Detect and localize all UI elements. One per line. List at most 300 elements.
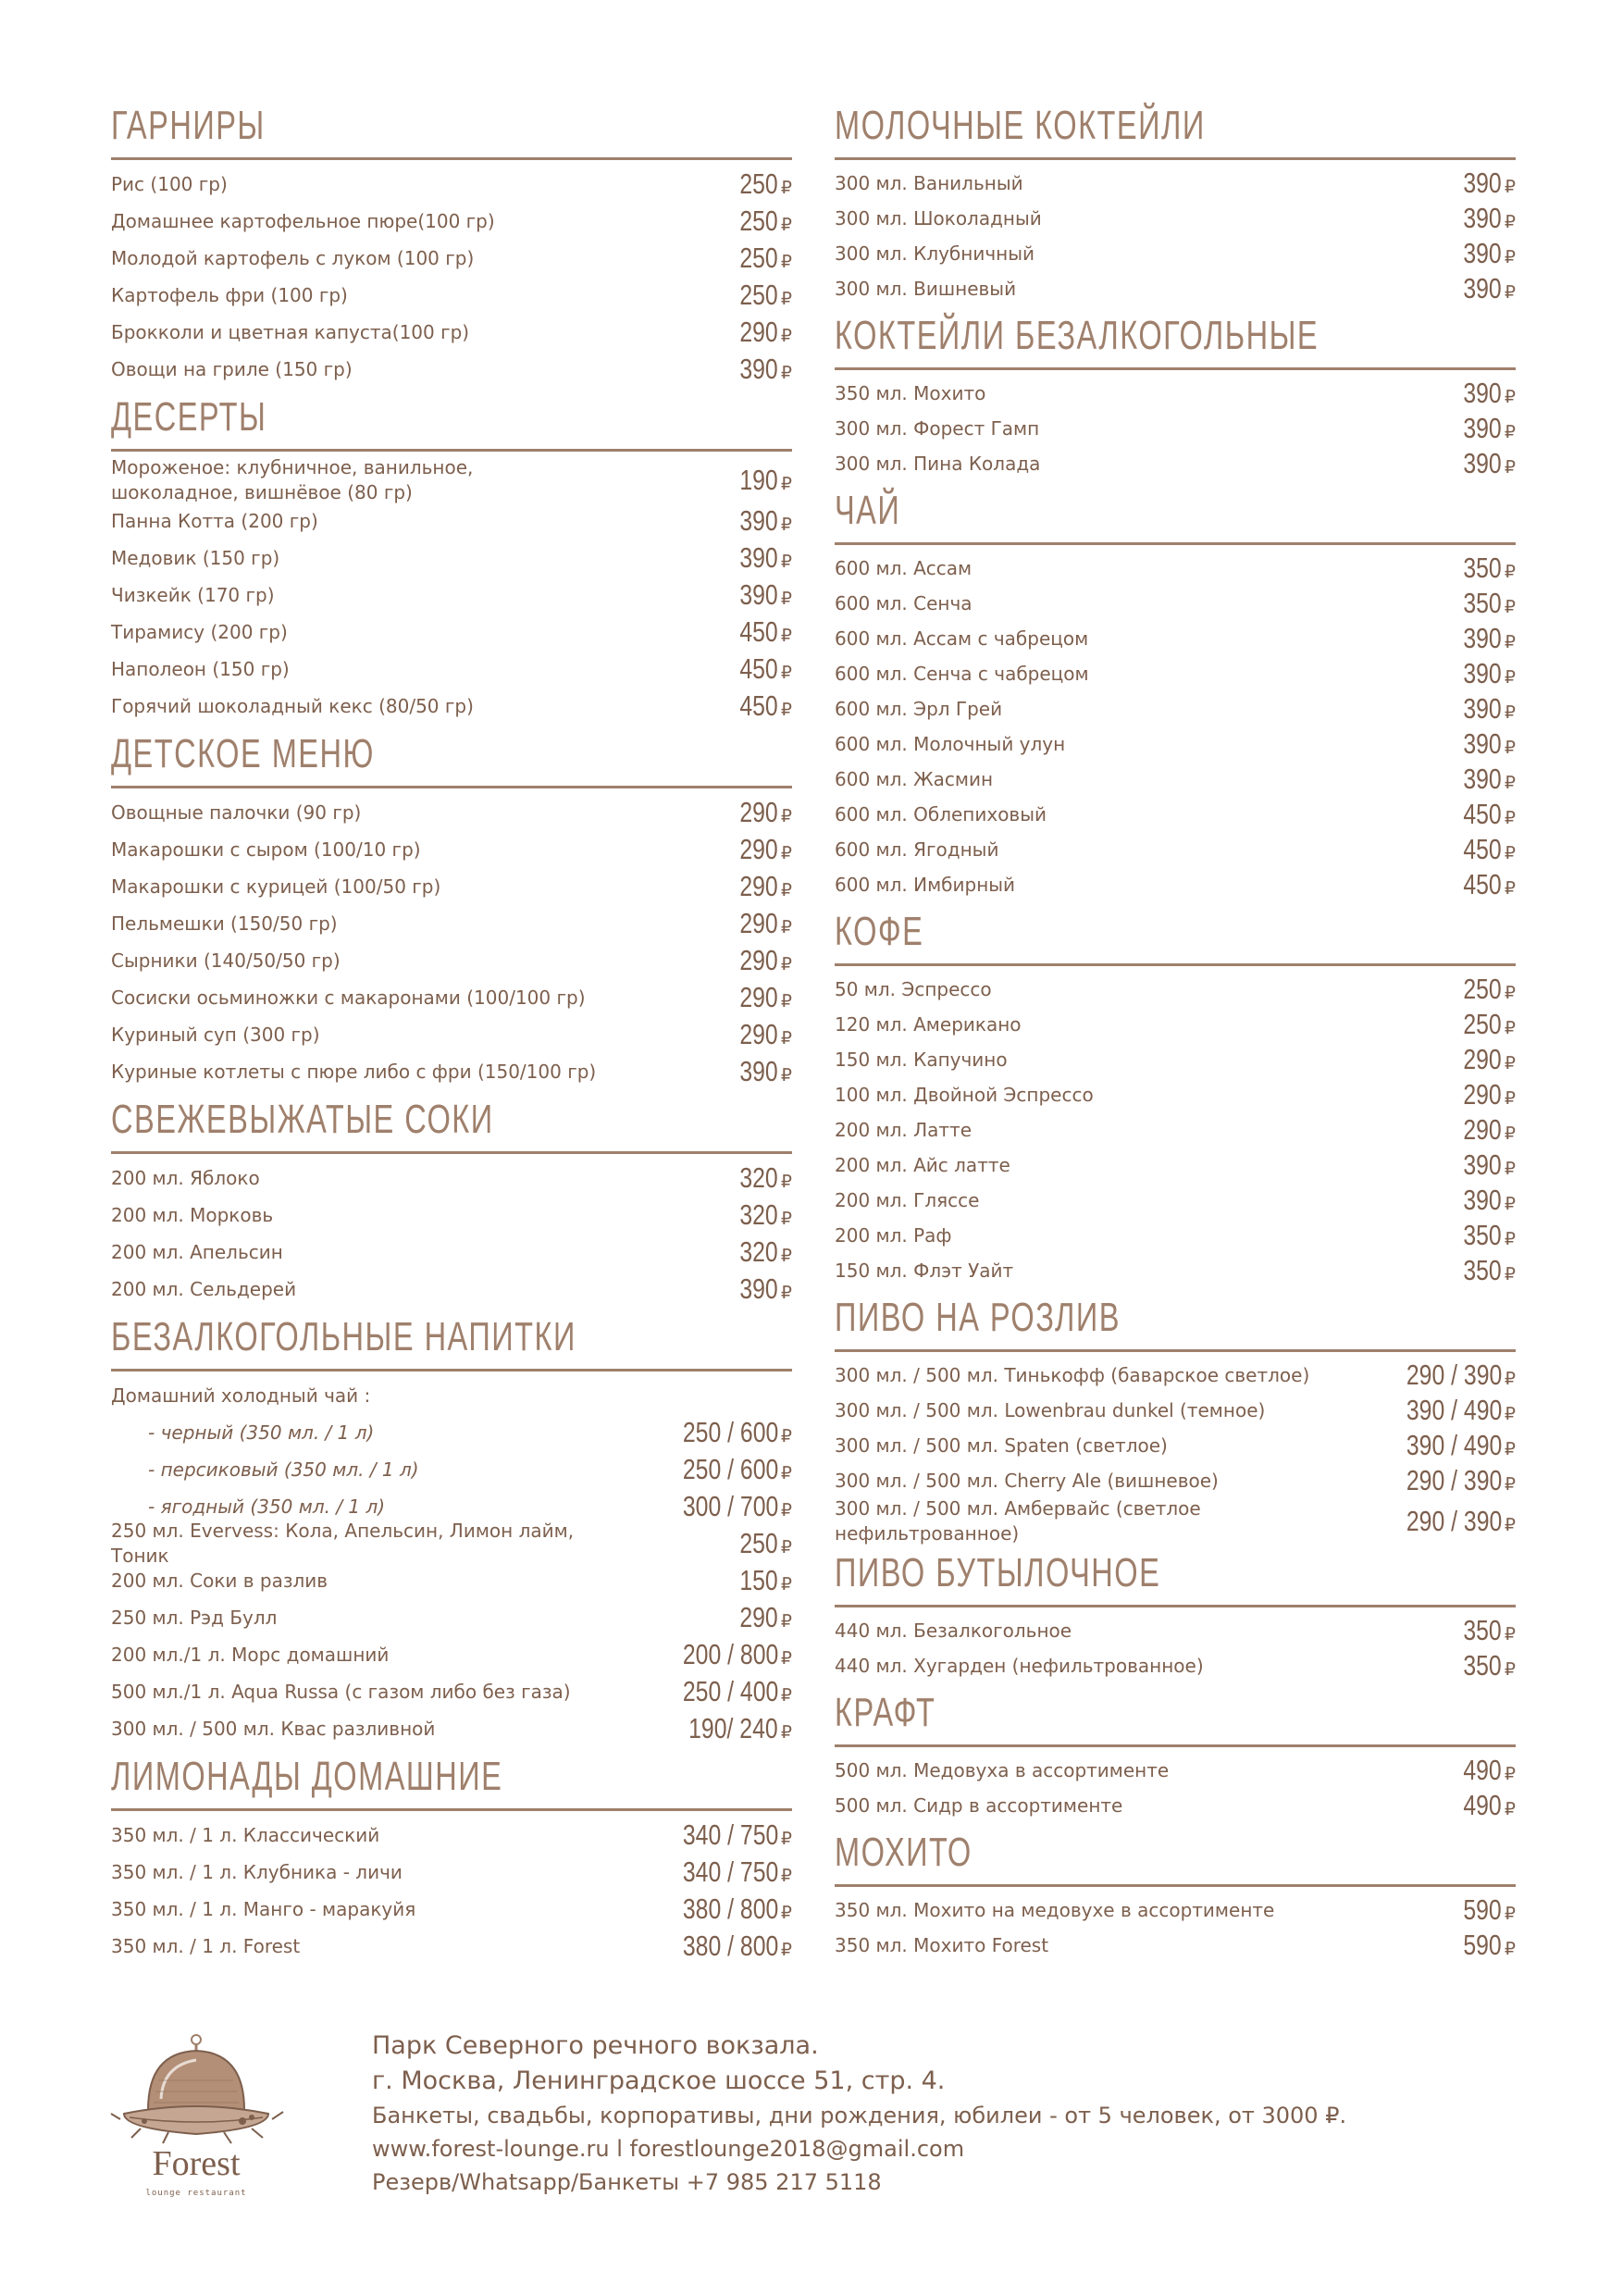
menu-item [111, 1854, 792, 1891]
item-name: 350 мл. / 1 л. Манго - маракуйя [111, 1897, 416, 1920]
item-price [1454, 1789, 1516, 1822]
price-value: 250 / 400 [682, 1675, 778, 1707]
menu-item [111, 503, 792, 540]
ruble-sign: ₽ [780, 1649, 792, 1669]
item-price [659, 1818, 792, 1852]
menu-item [835, 972, 1516, 1007]
item-name: Наполеон (150 гр) [111, 657, 290, 680]
ruble-sign: ₽ [1504, 1625, 1516, 1644]
item-name: Макарошки с сыром (100/10 гр) [111, 838, 421, 861]
item-name: Чизкейк (170 гр) [111, 583, 275, 606]
item-price [1454, 1219, 1516, 1252]
item-name: Брокколи и цветная капуста(100 гр) [111, 320, 470, 343]
item-name: 200 мл. Соки в разлив [111, 1569, 328, 1592]
item-price [730, 279, 792, 312]
menu-item [111, 942, 792, 979]
item-price [1454, 763, 1516, 796]
price-value: 290 [1463, 1043, 1502, 1075]
ruble-sign: ₽ [780, 1538, 792, 1558]
item-name: Медовик (150 гр) [111, 546, 280, 569]
menu-item [835, 166, 1516, 201]
item-price [1454, 1078, 1516, 1111]
price-value: 390 [1463, 167, 1502, 199]
menu-item [111, 203, 792, 240]
item-name: Домашнее картофельное пюре(100 гр) [111, 209, 495, 232]
item-price [730, 796, 792, 829]
ruble-sign: ₽ [1504, 984, 1516, 1003]
item-price [730, 1055, 792, 1088]
section-title: КРАФТ [835, 1690, 936, 1735]
section-title: ПИВО НА РОЗЛИВ [835, 1295, 1121, 1340]
item-name: 600 мл. Сенча [835, 591, 973, 614]
item-price [1454, 1113, 1516, 1147]
ruble-sign: ₽ [780, 1867, 792, 1886]
menu-item [111, 905, 792, 942]
ruble-sign: ₽ [1504, 178, 1516, 197]
price-value: 290 [739, 870, 778, 902]
section-right-3 [835, 910, 1516, 1296]
section-divider [835, 1884, 1516, 1887]
menu-item [835, 1183, 1516, 1218]
section-left-4 [111, 1315, 792, 1755]
ruble-sign: ₽ [780, 590, 792, 609]
menu-item [835, 1007, 1516, 1042]
section-left-0 [111, 104, 792, 395]
ruble-sign: ₽ [780, 701, 792, 720]
address-line-2: г. Москва, Ленинградское шоссе 51, стр. 4. [372, 2066, 946, 2095]
item-name: 350 мл. / 1 л. Forest [111, 1934, 301, 1957]
menu-item [111, 1271, 792, 1308]
item-price [730, 242, 792, 275]
item-price [1454, 1008, 1516, 1041]
menu-item [835, 1112, 1516, 1148]
item-price [730, 689, 792, 723]
item-name: - ягодный (350 мл. / 1 л) [148, 1495, 386, 1518]
ruble-sign: ₽ [1504, 1440, 1516, 1459]
menu-item [111, 540, 792, 577]
logo-wordmark: Forest [152, 2144, 241, 2183]
item-name: 250 мл. Рэд Булл [111, 1606, 278, 1629]
price-value: 290 [739, 833, 778, 865]
item-price [1382, 1464, 1516, 1497]
menu-item [835, 1893, 1516, 1928]
item-name: 200 мл. Апельсин [111, 1240, 283, 1263]
ruble-sign: ₽ [1504, 1124, 1516, 1144]
item-name: Рис (100 гр) [111, 172, 228, 195]
menu-item [111, 240, 792, 277]
menu-item [835, 271, 1516, 306]
menu-item [111, 979, 792, 1016]
item-price [730, 1235, 792, 1269]
menu-item [111, 1053, 792, 1090]
price-value: 390 [739, 1055, 778, 1087]
item-price [1454, 692, 1516, 726]
item-name: 300 мл. / 500 мл. Тинькофф (баварское светлое) [835, 1363, 1310, 1386]
menu-item [111, 577, 792, 614]
section-left-2 [111, 732, 792, 1098]
item-name: 600 мл. Имбирный [835, 873, 1016, 896]
item-price [1454, 1893, 1516, 1927]
item-name: 200 мл. Яблоко [111, 1166, 260, 1189]
item-name: 600 мл. Жасмин [835, 767, 994, 790]
item-price [730, 1601, 792, 1634]
price-value: 290 [1463, 1113, 1502, 1146]
banquets-line: Банкеты, свадьбы, корпоративы, дни рождения, юбилеи - от 5 человек, от 3000 ₽. [372, 2103, 1347, 2128]
menu-column-right [835, 104, 1516, 1970]
item-price [1454, 1614, 1516, 1647]
ruble-sign: ₽ [1504, 809, 1516, 828]
menu-item [835, 762, 1516, 797]
item-name: Сырники (140/50/50 гр) [111, 949, 341, 972]
section-right-5 [835, 1551, 1516, 1691]
price-value: 390 / 490 [1406, 1394, 1502, 1426]
ruble-sign: ₽ [1504, 879, 1516, 899]
item-price [1454, 868, 1516, 901]
item-name: Овощные палочки (90 гр) [111, 800, 362, 824]
price-value: 390 [739, 541, 778, 574]
menu-item [111, 614, 792, 651]
item-name: 600 мл. Молочный улун [835, 732, 1066, 755]
address-line-1: Парк Северного речного вокзала. [372, 2031, 819, 2060]
ruble-sign: ₽ [780, 664, 792, 683]
item-name: Горячий шоколадный кекс (80/50 гр) [111, 694, 474, 717]
section-title: СВЕЖЕВЫЖАТЫЕ СОКИ [111, 1097, 494, 1142]
item-name: 200 мл. Раф [835, 1223, 952, 1247]
item-name: 200 мл. Латте [835, 1118, 973, 1141]
item-name: 50 мл. Эспрессо [835, 977, 992, 1000]
item-price [1454, 447, 1516, 480]
ruble-sign: ₽ [780, 1066, 792, 1086]
ruble-sign: ₽ [780, 1284, 792, 1303]
ruble-sign: ₽ [780, 179, 792, 198]
item-name: Домашний холодный чай : [111, 1384, 371, 1407]
ruble-sign: ₽ [780, 918, 792, 937]
price-value: 250 [739, 168, 778, 200]
item-name: 350 мл. Мохито [835, 381, 986, 404]
ruble-sign: ₽ [1504, 388, 1516, 407]
menu-item [111, 1817, 792, 1854]
price-value: 200 / 800 [682, 1638, 778, 1670]
menu-item [835, 1753, 1516, 1788]
item-price [1454, 973, 1516, 1006]
item-name: 300 мл. Клубничный [835, 242, 1035, 265]
forest-logo [104, 2025, 289, 2210]
item-price [730, 541, 792, 575]
price-value: 390 [739, 1272, 778, 1305]
price-value: 380 / 800 [682, 1893, 778, 1925]
section-right-4 [835, 1296, 1516, 1551]
item-name: 150 мл. Флэт Уайт [835, 1259, 1014, 1282]
item-name: 200 мл. Айс латте [835, 1153, 1010, 1176]
phone-link[interactable]: Резерв/Whatsapp/Банкеты +7 985 217 5118 [372, 2169, 882, 2195]
price-value: 390 [1463, 272, 1502, 304]
price-value: 490 [1463, 1789, 1502, 1821]
price-value: 290 [739, 907, 778, 939]
ruble-sign: ₽ [780, 327, 792, 346]
ruble-sign: ₽ [780, 1210, 792, 1229]
item-name: 250 мл. Evervess: Кола, Апельсин, Лимон лайм, Тоник [111, 1520, 575, 1567]
menu-item [835, 1358, 1516, 1393]
section-title: КОКТЕЙЛИ БЕЗАЛКОГОЛЬНЫЕ [835, 313, 1319, 358]
section-divider [111, 157, 792, 160]
item-name: 600 мл. Эрл Грей [835, 697, 1003, 720]
menu-item [111, 1599, 792, 1636]
section-divider [111, 1151, 792, 1154]
item-price [730, 944, 792, 977]
item-price [1454, 1649, 1516, 1682]
price-value: 250 [1463, 1008, 1502, 1040]
price-value: 350 [1463, 587, 1502, 619]
item-name: 300 мл. Пина Колада [835, 452, 1041, 475]
menu-item [111, 1673, 792, 1710]
section-divider [111, 449, 792, 452]
item-price [666, 1712, 792, 1745]
ruble-sign: ₽ [780, 1575, 792, 1595]
section-divider [835, 963, 1516, 966]
footer [0, 2016, 1623, 2219]
item-price [1454, 833, 1516, 866]
price-value: 290 [739, 796, 778, 828]
menu-item [835, 1218, 1516, 1253]
menu-item [835, 832, 1516, 867]
item-price [730, 870, 792, 903]
item-name: 600 мл. Ассам [835, 556, 973, 579]
menu-item [111, 1451, 792, 1488]
item-price [730, 1564, 792, 1597]
menu-item [111, 688, 792, 725]
price-value: 390 [1463, 657, 1502, 689]
ruble-sign: ₽ [1504, 1265, 1516, 1285]
menu-item [835, 1498, 1516, 1544]
section-divider [111, 1808, 792, 1811]
item-price [730, 168, 792, 201]
menu-item [835, 1253, 1516, 1288]
section-title: ГАРНИРЫ [111, 103, 266, 148]
section-title: ПИВО БУТЫЛОЧНОЕ [835, 1550, 1161, 1595]
item-price [1454, 1043, 1516, 1076]
menu-item [835, 376, 1516, 411]
menu-item [835, 1613, 1516, 1648]
ruble-sign: ₽ [1504, 423, 1516, 442]
item-price [1382, 1429, 1516, 1462]
ruble-sign: ₽ [1504, 1660, 1516, 1680]
section-title: ЛИМОНАДЫ ДОМАШНИЕ [111, 1754, 503, 1799]
ruble-sign: ₽ [1504, 1515, 1516, 1535]
section-title: ДЕТСКОЕ МЕНЮ [111, 731, 375, 776]
price-value: 320 [739, 1235, 778, 1268]
price-value: 350 [1463, 552, 1502, 584]
ruble-sign: ₽ [1504, 633, 1516, 652]
item-price [730, 652, 792, 686]
item-price [730, 504, 792, 538]
ruble-sign: ₽ [1504, 1160, 1516, 1179]
menu-item [111, 277, 792, 314]
item-price [659, 1416, 792, 1449]
item-name: 200 мл. Гляссе [835, 1188, 980, 1211]
price-value: 290 [739, 1018, 778, 1050]
price-value: 390 [1463, 1184, 1502, 1216]
menu-item [835, 797, 1516, 832]
section-title: БЕЗАЛКОГОЛЬНЫЕ НАПИТКИ [111, 1314, 576, 1359]
price-value: 450 [1463, 868, 1502, 900]
item-name: 350 мл. / 1 л. Классический [111, 1823, 380, 1846]
price-value: 390 [1463, 377, 1502, 409]
ruble-sign: ₽ [780, 1427, 792, 1446]
ruble-sign: ₽ [780, 992, 792, 1011]
item-name: Куриный суп (300 гр) [111, 1023, 320, 1046]
item-price [1382, 1505, 1516, 1538]
menu-item [835, 236, 1516, 271]
item-price [1454, 237, 1516, 270]
item-price [730, 1198, 792, 1232]
ruble-sign: ₽ [780, 290, 792, 309]
item-name: Сосиски осьминожки с макаронами (100/100 гр) [111, 986, 586, 1009]
menu-item [835, 1077, 1516, 1112]
ruble-sign: ₽ [780, 1612, 792, 1632]
item-name: 500 мл. Сидр в ассортименте [835, 1793, 1123, 1817]
ruble-sign: ₽ [780, 1686, 792, 1706]
price-value: 250 / 600 [682, 1416, 778, 1448]
item-price [1454, 552, 1516, 585]
item-name: 500 мл. Медовуха в ассортименте [835, 1758, 1170, 1781]
price-value: 290 [739, 1601, 778, 1633]
menu-item [111, 1160, 792, 1197]
menu-item [111, 1636, 792, 1673]
ruble-sign: ₽ [780, 474, 792, 494]
menu-item [111, 166, 792, 203]
ruble-sign: ₽ [1504, 668, 1516, 688]
price-value: 450 [739, 652, 778, 685]
ruble-sign: ₽ [780, 515, 792, 535]
item-name: Куриные котлеты с пюре либо с фри (150/100 гр) [111, 1060, 597, 1083]
item-name: 350 мл. Мохито на медовухе в ассортименте [835, 1898, 1275, 1921]
price-value: 390 [739, 504, 778, 537]
item-name: 300 мл. Форест Гамп [835, 416, 1040, 440]
price-value: 250 [1463, 973, 1502, 1005]
item-name: 150 мл. Капучино [835, 1048, 1008, 1071]
item-price [1454, 167, 1516, 200]
price-value: 340 / 750 [682, 1818, 778, 1851]
item-name: Картофель фри (100 гр) [111, 283, 348, 306]
ruble-sign: ₽ [1504, 248, 1516, 267]
item-price [1454, 1929, 1516, 1962]
price-value: 390 [1463, 727, 1502, 760]
price-value: 390 [1463, 237, 1502, 269]
price-value: 390 [1463, 763, 1502, 795]
section-right-7 [835, 1831, 1516, 1970]
ruble-sign: ₽ [1504, 1370, 1516, 1389]
section-title: ДЕСЕРТЫ [111, 394, 267, 440]
item-price [730, 1272, 792, 1306]
item-name: Пельмешки (150/50 гр) [111, 912, 338, 935]
ruble-sign: ₽ [1504, 1940, 1516, 1959]
item-price [1454, 272, 1516, 305]
item-name: 300 мл. / 500 мл. Spaten (светлое) [835, 1433, 1168, 1457]
menu-item [835, 726, 1516, 762]
ruble-sign: ₽ [780, 627, 792, 646]
price-value: 450 [1463, 833, 1502, 865]
menu-item [111, 351, 792, 388]
price-value: 390 [739, 578, 778, 611]
ruble-sign: ₽ [1504, 213, 1516, 232]
price-value: 390 [739, 353, 778, 385]
ruble-sign: ₽ [780, 1464, 792, 1483]
section-left-1 [111, 395, 792, 732]
section-divider [111, 786, 792, 788]
ruble-sign: ₽ [1504, 1089, 1516, 1109]
price-value: 390 [1463, 692, 1502, 725]
menu-item [835, 201, 1516, 236]
item-price [659, 1638, 792, 1671]
item-price [1382, 1359, 1516, 1392]
price-value: 250 / 600 [682, 1453, 778, 1485]
menu-item [835, 1463, 1516, 1498]
menu-item [835, 446, 1516, 481]
section-divider [835, 157, 1516, 160]
ruble-sign: ₽ [780, 253, 792, 272]
item-price [1454, 1184, 1516, 1217]
section-left-5 [111, 1755, 792, 1972]
price-value: 290 / 390 [1406, 1464, 1502, 1496]
item-price [1454, 1754, 1516, 1787]
ruble-sign: ₽ [780, 1904, 792, 1923]
footer-contacts [372, 2029, 1346, 2199]
menu-item [111, 651, 792, 688]
item-name: Тирамису (200 гр) [111, 620, 288, 643]
ruble-sign: ₽ [780, 807, 792, 826]
section-right-2 [835, 489, 1516, 910]
ruble-sign: ₽ [1504, 1195, 1516, 1214]
item-name: - черный (350 мл. / 1 л) [148, 1421, 375, 1444]
ruble-sign: ₽ [780, 364, 792, 383]
item-price [730, 316, 792, 349]
item-name: 300 мл. / 500 мл. Lowenbrau dunkel (темное) [835, 1398, 1266, 1421]
item-price [730, 464, 792, 497]
item-name: 200 мл. Сельдерей [111, 1277, 297, 1300]
item-name: Панна Котта (200 гр) [111, 509, 318, 532]
price-value: 190/ 240 [688, 1712, 778, 1744]
price-value: 390 [1463, 412, 1502, 444]
price-value: 450 [1463, 798, 1502, 830]
price-value: 390 [1463, 622, 1502, 654]
item-price [1454, 727, 1516, 761]
menu-item [111, 1197, 792, 1234]
website-email-link[interactable]: www.forest-lounge.ru l forestlounge2018@gmail.com [372, 2136, 965, 2162]
ruble-sign: ₽ [1504, 844, 1516, 863]
item-name: Овощи на гриле (150 гр) [111, 357, 353, 380]
menu-item [111, 1016, 792, 1053]
item-price [659, 1675, 792, 1708]
ruble-sign: ₽ [780, 1830, 792, 1849]
menu-item [835, 411, 1516, 446]
section-left-3 [111, 1098, 792, 1315]
price-value: 290 [739, 316, 778, 348]
price-value: 320 [739, 1198, 778, 1231]
item-price [730, 578, 792, 612]
ruble-sign: ₽ [780, 1501, 792, 1520]
price-value: 290 [739, 981, 778, 1013]
item-price [730, 205, 792, 238]
item-name: 200 мл. Морковь [111, 1203, 274, 1226]
price-value: 150 [739, 1564, 778, 1596]
section-right-6 [835, 1691, 1516, 1831]
ruble-sign: ₽ [780, 1247, 792, 1266]
item-name: 200 мл./1 л. Морс домашний [111, 1643, 390, 1666]
item-name: 300 мл. Шоколадный [835, 206, 1042, 230]
item-price [730, 353, 792, 386]
item-name: 120 мл. Американо [835, 1012, 1022, 1036]
item-price [1454, 798, 1516, 831]
